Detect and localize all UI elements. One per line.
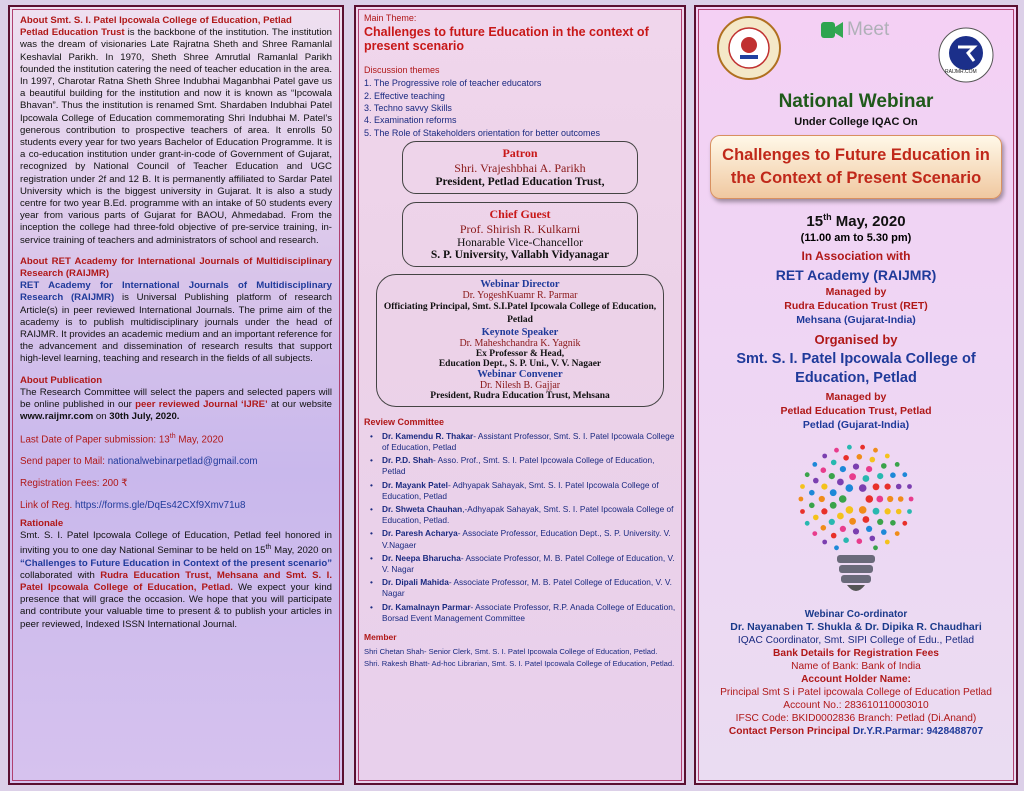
association-label: In Association with <box>801 249 911 263</box>
bulb-dot <box>849 473 856 480</box>
rationale-collab: Rudra Education Trust, Mehsana and Smt. S. I. Patel Ipcowala College of Education, Petlad. <box>20 569 332 593</box>
website-link[interactable]: www.raijmr.com <box>20 411 94 423</box>
ret-academy: RET Academy (RAIJMR) <box>775 267 937 283</box>
main-theme: Challenges to future Education in the context of present scenario <box>364 24 649 53</box>
bulb-dot <box>887 496 893 502</box>
webinar-title: National Webinar <box>778 91 934 112</box>
bulb-dot <box>830 489 837 496</box>
about-college-text: is the backbone of the institution. The institution was the dream of visionaries Late Rajratna Sheth and Shree Ramanlal Keshavlal Parikh. In 1970, Sheth Shree Amrutlal Ramanlal Parikh founded the institution catering the need of teacher education in the area. In 1997, Charotar Ratna Sheth Shree Indubhai Maganbhai Patel gave us a beautiful building for the institution and now it is known as “Ipcowala Bhavan”. Thus the institution is renamed Smt. Shardaben Indubhai Patel Ipcowala College of Education commemorating Shri Indubhai M. Patel’s generous contribution to prospective teachers of area. It enrolls 50 students every year for two years Bachelor of Education Programme. It is a co-education institution under grant-in-code of Government of Gujarat, recognized by National Council of Teacher Education and UGC registration under 2f and 12 B. It is permanently affiliated to Sardar Patel University which is the biggest university in Gujarat. It is also a study centre for two year B.Ed. programme with an intake of 50 students every year from various parts of Gujarat for BAOU, Ahmedabad. From the inception the college had three-fold objective of pre-service training, in-service training of teachers and administrators of school and research. <box>20 27 333 246</box>
theme-item: 1. The Progressive role of teacher educators <box>364 78 542 89</box>
college-seal-logo <box>716 15 782 81</box>
guest-title: Chief Guest <box>489 207 551 222</box>
bulb-dot <box>837 513 844 520</box>
bulb-dot <box>805 521 810 526</box>
bulb-dot <box>799 497 804 502</box>
trust-name: Petlad Education Trust <box>20 27 125 39</box>
main-theme-label: Main Theme: <box>364 13 417 23</box>
college-name-2: Education, Petlad <box>795 370 917 386</box>
ifsc-code: IFSC Code: BKID0002836 Branch: Petlad (Di.Anand) <box>735 713 977 724</box>
guest-desig2: S. P. University, Vallabh Vidyanagar <box>430 249 610 262</box>
bank-heading: Bank Details for Registration Fees <box>773 648 939 659</box>
bulb-dot <box>831 460 837 466</box>
bulb-dot <box>809 490 815 496</box>
publication-text-2: at our website <box>271 399 332 411</box>
guest-desig1: Honarable Vice-Chancellor <box>457 237 583 250</box>
bulb-dot <box>902 472 907 477</box>
bulb-dot <box>857 538 863 544</box>
organised-label: Organised by <box>814 332 898 347</box>
bulb-dot <box>859 506 867 514</box>
review-heading: Review Committee <box>364 417 445 428</box>
patron-name: Shri. Vrajeshbhai A. Parikh <box>454 161 586 176</box>
bulb-dot <box>822 540 827 545</box>
chief-guest-box <box>402 202 638 267</box>
rationale-section: Rationale Smt. S. I. Patel Ipcowala College of Education, Petlad feel honored in inviting you to one day National Seminar to be held on 15th May, 2020 on “Challenges to Future Education in Context of the present scenario” collaborated with Rudra Education Trust, Mehsana and Smt. S. I. Patel Ipcowala College of Education, Petlad. We expect your kind presence that will grace the occasion. We hope that you will participate and contribute your valuable time to present & to publish your articles in peer reviewed, Indexed ISSN International Journal. <box>20 517 332 630</box>
director-box <box>376 274 664 407</box>
right-panel <box>694 5 1018 785</box>
mail-line: Send paper to Mail: nationalwebinarpetlad@gmail.com <box>20 455 258 467</box>
bulb-dot <box>898 496 904 502</box>
bulb-dot <box>902 521 907 526</box>
bulb-dot <box>821 484 827 490</box>
bulb-dot <box>907 484 912 489</box>
patron-box <box>402 141 638 194</box>
coordinator-desig: IQAC Coordinator, Smt. SIPI College of Edu., Petlad <box>737 635 975 646</box>
bulb-dot <box>834 545 839 550</box>
banner-line1: Challenges to Future Education in <box>722 146 990 164</box>
title-banner <box>710 135 1002 199</box>
review-member: • Dr. Kamendu R. Thakar- Assistant Professor, Smt. S. I. Patel Ipcowala College of Education, Petlad <box>364 431 676 453</box>
about-ret-heading: About RET Academy for International Journals of Multidisciplinary Research (RAIJMR) <box>20 255 332 280</box>
review-member: • Dr. Dipali Mahida- Associate Professor, M. B. Patel College of Education, V. V. Nagar <box>364 577 676 599</box>
bulb-dot <box>866 526 872 532</box>
director-desig: Officiating Principal, Smt. S.I.Patel Ipcowala College of Education, Petlad <box>383 302 657 326</box>
bulb-dot <box>800 484 805 489</box>
banner-line2: the Context of Present Scenario <box>730 169 982 187</box>
bulb-dot <box>846 484 854 492</box>
bulb-dot <box>863 475 870 482</box>
discussion-label: Discussion themes <box>364 64 440 75</box>
petlad-place: Petlad (Gujarat-India) <box>802 419 910 431</box>
bulb-dot <box>853 464 859 470</box>
publication-heading: About Publication <box>20 374 103 386</box>
mail-link[interactable]: nationalwebinarpetlad@gmail.com <box>107 455 258 467</box>
bulb-dot <box>821 467 827 473</box>
review-list <box>364 431 676 624</box>
keynote-title: Keynote Speaker <box>481 327 559 339</box>
bulb-dot <box>870 457 876 463</box>
bulb-dot <box>895 531 900 536</box>
bulb-dot <box>812 531 817 536</box>
bulb-dot <box>873 483 880 490</box>
bulb-dot <box>840 526 846 532</box>
review-member: • Dr. Kamalnayn Parmar- Associate Professor, R.P. Anada College of Education, Borsad Event Management Committee <box>364 602 676 624</box>
bulb-dot <box>877 473 883 479</box>
review-member: • Dr. Neepa Bharucha- Associate Professor, M. B. Patel College of Education, V. V. Nagar <box>364 553 676 575</box>
bulb-dot <box>885 540 890 545</box>
bulb-dot <box>800 509 805 514</box>
bulb-dot <box>831 533 837 539</box>
bulb-dot <box>813 478 819 484</box>
bulb-dot <box>843 455 849 461</box>
publication-text-1: The Research Committee will select the papers and selected papers will be online published in our <box>20 386 332 411</box>
bulb-dot <box>857 454 863 460</box>
bulb-dot <box>847 445 852 450</box>
bulb-dot <box>881 529 887 535</box>
convener-name: Dr. Nilesh B. Gajjar <box>479 380 561 392</box>
director-name: Dr. YogeshKuamr R. Parmar <box>462 290 578 302</box>
last-date: Last Date of Paper submission: 13th May, 2020 <box>20 432 224 445</box>
keynote-name: Dr. Maheshchandra K. Yagnik <box>459 338 581 350</box>
member-heading: Member <box>364 632 397 643</box>
link-line: Link of Reg. https://forms.gle/DqEs42CXf9Xmv71u8 <box>20 499 246 511</box>
journal-name: peer reviewed Journal ‘IJRE’ <box>135 399 268 411</box>
account-number: Account No.: 283610110003010 <box>783 700 929 711</box>
bulb-dot <box>859 484 867 492</box>
holder-name: Principal Smt S i Patel ipcowala College of Education Petlad <box>720 687 992 698</box>
bulb-dot <box>813 515 819 521</box>
managed-by-2: Managed by <box>825 391 887 403</box>
convener-desig: President, Rudra Education Trust, Mehsana <box>430 391 610 402</box>
coordinator-label: Webinar Co-ordinator <box>804 609 908 620</box>
bulb-dot <box>812 462 817 467</box>
bulb-dot <box>870 536 876 542</box>
bulb-dot <box>821 508 827 514</box>
theme-item: 5. The Role of Stakeholders orientation for better outcomes <box>364 127 600 138</box>
event-member: Shri Chetan Shah- Senior Clerk, Smt. S. I. Patel Ipcowala College of Education, Petlad. <box>364 646 658 656</box>
review-member: • Dr. Paresh Acharya- Associate Professor, Education Dept., S. P. University. V. V.Nagaer <box>364 528 676 550</box>
bulb-dot <box>866 495 874 503</box>
bulb-dot <box>837 479 844 486</box>
about-ret-text: is Universal Publishing platform of research Article(s) in peer reviewed International Journals. The prime aim of the academy is to publish multidisciplinary journals under the head of RAIJMR. It provides an academic medium and an important reference for the advancement and dissemination of research results that support high-level learning, teaching and research in the fields of all subjects. <box>20 292 332 365</box>
bulb-dot <box>907 509 912 514</box>
bulb-dot <box>895 462 900 467</box>
themes-list <box>364 77 676 139</box>
about-ret-section <box>20 256 332 366</box>
theme-item: 2. Effective teaching <box>364 90 445 101</box>
bulb-dot <box>829 473 835 479</box>
contact-value: Dr.Y.R.Parmar: 9428488707 <box>852 726 984 737</box>
rationale-heading: Rationale <box>20 517 64 529</box>
bulb-dot <box>839 495 847 503</box>
bulb-dot <box>873 508 880 515</box>
managed-by-1: Managed by <box>825 286 887 298</box>
bulb-dot <box>866 466 872 472</box>
bulb-dot <box>846 506 854 514</box>
bulb-dot <box>885 484 891 490</box>
coordinator-names: Dr. Nayanaben T. Shukla & Dr. Dipika R. Chaudhari <box>730 621 982 633</box>
director-title: Webinar Director <box>480 279 560 291</box>
bulb-dot <box>890 520 896 526</box>
college-name-1: Smt. S. I. Patel Ipcowala College of <box>736 351 976 367</box>
theme-item: 4. Examination reforms <box>364 115 457 126</box>
left-panel <box>8 5 344 785</box>
event-time: (11.00 am to 5.30 pm) <box>800 232 912 244</box>
bulb-dot <box>885 454 890 459</box>
bulb-dot <box>849 518 856 525</box>
bulb-dot <box>881 463 887 469</box>
bulb-dot <box>822 454 827 459</box>
registration-link[interactable]: https://forms.gle/DqEs42CXf9Xmv71u8 <box>75 499 246 511</box>
keynote-desig1: Ex Professor & Head, <box>475 349 565 360</box>
meet-logo <box>821 19 889 41</box>
publication-section <box>20 375 332 424</box>
iqac-line: Under College IQAC On <box>794 116 918 128</box>
middle-panel <box>354 5 686 785</box>
bulb-dot <box>863 516 870 523</box>
bulb-dot <box>909 497 914 502</box>
bulb-dot <box>829 519 835 525</box>
raijmr-logo-text: RAIJMR.COM <box>945 69 977 75</box>
bulb-dot <box>819 496 825 502</box>
meet-label: Meet <box>847 19 890 40</box>
contact-line: Contact Person Principal Dr.Y.R.Parmar: 9428488707 <box>728 726 984 737</box>
bulb-dot <box>890 472 896 478</box>
bulb-dot <box>896 509 902 515</box>
holder-label: Account Holder Name: <box>801 674 911 685</box>
fees-line: Registration Fees: 200 ₹ <box>20 477 128 489</box>
bulb-dot <box>853 528 859 534</box>
mehsana: Mehsana (Gujarat-India) <box>796 314 916 326</box>
about-college-section <box>20 15 332 247</box>
bulb-dot <box>805 472 810 477</box>
bank-name: Name of Bank: Bank of India <box>791 661 921 672</box>
ret-name: RET Academy for International Journals of Multidisciplinary Research (RAIJMR) <box>20 280 332 304</box>
bulb-dot <box>876 496 883 503</box>
petlad-trust: Petlad Education Trust, Petlad <box>780 405 932 417</box>
event-member: Shri. Rakesh Bhatt- Ad-hoc Librarian, Smt. S. I. Patel Ipcowala College of Education, Petlad. <box>364 659 675 669</box>
bulb-dot <box>873 545 878 550</box>
publication-text-3: on <box>95 411 107 423</box>
convener-title: Webinar Convener <box>477 369 563 381</box>
bulb-dot <box>809 503 815 509</box>
review-member: • Dr. P.D. Shah- Asso. Prof., Smt. S. I. Patel Ipcowala College of Education, Petlad <box>364 455 676 477</box>
review-member: • Dr. Shweta Chauhan,-Adhyapak Sahayak, Smt. S. I. Patel Ipcowala College of Education, Petlad. <box>364 504 676 526</box>
patron-desig: President, Petlad Education Trust, <box>435 176 605 189</box>
meet-icon <box>821 20 843 40</box>
event-date: 15th May, 2020 <box>806 212 906 230</box>
patron-title: Patron <box>502 146 538 161</box>
member-list <box>364 647 676 669</box>
about-college-heading: About Smt. S. I. Patel Ipcowala College of Education, Petlad <box>20 15 292 26</box>
review-member: • Dr. Mayank Patel- Adhyapak Sahayak, Smt. S. I. Patel Ipcowala College of Education, Petlad <box>364 480 676 502</box>
publish-date: 30th July, 2020. <box>109 411 180 423</box>
bulb-dot <box>873 448 878 453</box>
bulb-dot <box>885 508 891 514</box>
lightbulb-illustration <box>781 437 931 607</box>
keynote-desig2: Education Dept., S. P. Uni., V. V. Nagaer <box>438 359 602 370</box>
bulb-dot <box>830 502 837 509</box>
bulb-dot <box>877 519 883 525</box>
bulb-dot <box>843 537 849 543</box>
rationale-theme: “Challenges to Future Education in Context of the present scenario” <box>20 557 332 569</box>
bulb-dot <box>860 445 865 450</box>
rudra-trust: Rudra Education Trust (RET) <box>784 300 928 312</box>
bulb-dot <box>821 525 827 531</box>
bulb-dot <box>896 484 902 490</box>
bulb-dot <box>834 448 839 453</box>
guest-name: Prof. Shirish R. Kulkarni <box>459 222 581 237</box>
bulb-dot <box>840 466 846 472</box>
theme-item: 3. Techno savvy Skills <box>364 103 452 113</box>
